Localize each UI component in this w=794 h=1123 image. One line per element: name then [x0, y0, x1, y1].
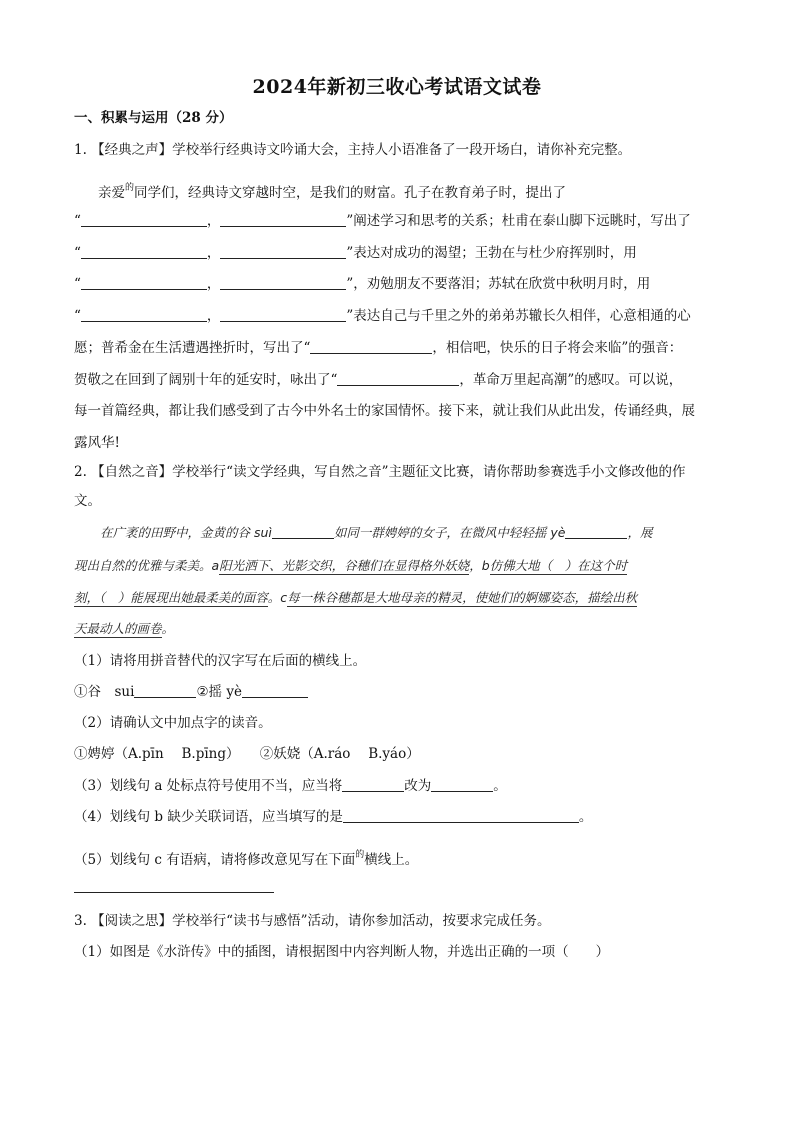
underlined-sentence-c: 每一株谷穗都是大地母亲的精灵，使她们的婀娜姿态，描绘出秋	[287, 590, 638, 605]
q2-sub1: （1）请将用拼音替代的汉字写在后面的横线上。	[74, 653, 367, 669]
answer-blank[interactable]	[220, 244, 346, 259]
answer-blank[interactable]	[343, 808, 579, 823]
underlined-sentence-b: 仿佛大地（ ）在这个时	[489, 558, 628, 573]
q3-stem: 3. 【阅读之思】学校举行“读书与感悟”活动，请你参加活动，按要求完成任务。	[74, 913, 551, 929]
answer-blank[interactable]	[242, 683, 308, 698]
q2-sub5: （5）划线句 c 有语病，请将修改意见写在下面$^的$横线上。	[74, 850, 419, 868]
answer-blank[interactable]	[220, 307, 346, 322]
answer-blank[interactable]	[81, 307, 207, 322]
q2-sub4: （4）划线句 b 缺少关联词语，应当填写的是 。	[74, 809, 593, 825]
q1-paragraph-line-5: “ ， ”表达自己与千里之外的弟弟苏辙长久相伴，心意相通的心	[74, 308, 691, 324]
section-heading: 一、积累与运用（28 分）	[74, 110, 233, 126]
answer-blank[interactable]	[337, 371, 459, 386]
q2-sub2: （2）请确认文中加点字的读音。	[74, 715, 272, 731]
answer-blank[interactable]	[134, 683, 196, 698]
essay-line-3: 刻，（ ）能展现出她最柔美的面容。c每一株谷穗都是大地母亲的精灵，使她们的婀娜姿态，描绘出秋	[74, 590, 638, 605]
q1-paragraph-line-9: 露风华!	[74, 435, 120, 451]
q1-paragraph-line-6: 愿；普希金在生活遭遇挫折时，写出了“ ，相信吧，快乐的日子将会来临”的强音：	[74, 340, 683, 356]
q1-paragraph-line-1: 亲爱$^的$同学们，经典诗文穿越时空，是我们的财富。孔子在教育弟子时，提出了	[98, 183, 567, 201]
underlined-sentence-a: 阳光洒下、光影交织，谷穗们在显得格外妖娆	[219, 558, 470, 573]
q3-sub1: （1）如图是《水浒传》中的插图，请根据图中内容判断人物，并选出正确的一项（ ）	[74, 944, 610, 960]
essay-line-2: 现出自然的优雅与柔美。a阳光洒下、光影交织，谷穗们在显得格外妖娆，b仿佛大地（ ）在这个时	[74, 558, 628, 573]
q1-paragraph-line-4: “ ， ”，劝勉朋友不要落泪；苏轼在欣赏中秋明月时，用	[74, 276, 651, 292]
underlined-sentence-b-cont: 刻，（ ）能展现出她最柔美的面容	[74, 590, 268, 605]
q1-paragraph-line-3: “ ， ”表达对成功的渴望；王勃在与杜少府挥别时，用	[74, 245, 637, 261]
answer-blank[interactable]	[81, 212, 207, 227]
answer-blank[interactable]	[342, 777, 404, 792]
answer-blank[interactable]	[220, 212, 346, 227]
q2-stem-line-2: 文。	[74, 493, 101, 509]
q1-stem: 1. 【经典之声】学校举行经典诗文吟诵大会，主持人小语准备了一段开场白，请你补充完整。	[74, 142, 632, 158]
answer-blank[interactable]	[81, 244, 207, 259]
answer-line[interactable]	[74, 892, 274, 893]
q1-paragraph-line-8: 每一首篇经典，都让我们感受到了古今中外名士的家国情怀。接下来，就让我们从此出发，传诵经典，展	[74, 403, 695, 419]
essay-line-1: 在广袤的田野中，金黄的谷 suì 如同一群娉婷的女子，在微风中轻轻摇 yè ，展	[100, 525, 653, 540]
answer-blank[interactable]	[81, 275, 207, 290]
q2-sub3: （3）划线句 a 处标点符号使用不当，应当将 改为 。	[74, 778, 507, 794]
q2-sub1-answers: ①谷 sui ②摇 yè	[74, 682, 734, 702]
exam-title: 2024年新初三收心考试语文试卷	[252, 76, 542, 98]
answer-blank[interactable]	[431, 777, 493, 792]
q2-stem-line-1: 2. 【自然之音】学校举行“读文学经典，写自然之音”主题征文比赛，请你帮助参赛选手小文修改他的作	[74, 464, 686, 480]
q1-paragraph-line-7: 贺敬之在回到了阔别十年的延安时，咏出了“ ，革命万里起高潮”的感叹。可以说，	[74, 372, 683, 388]
q1-paragraph-line-2: “ ， ”阐述学习和思考的关系；杜甫在泰山脚下远眺时，写出了	[74, 213, 691, 229]
q2-sub2-options: ①娉婷（A.pīn B.pīng） ②妖娆（A.ráo B.yáo）	[74, 746, 420, 762]
essay-line-4: 天最动人的画卷。	[74, 621, 175, 636]
answer-blank[interactable]	[220, 275, 346, 290]
underlined-sentence-c-cont: 天最动人的画卷	[74, 621, 162, 636]
answer-blank[interactable]	[565, 524, 627, 539]
answer-blank[interactable]	[310, 339, 432, 354]
answer-blank[interactable]	[272, 524, 334, 539]
